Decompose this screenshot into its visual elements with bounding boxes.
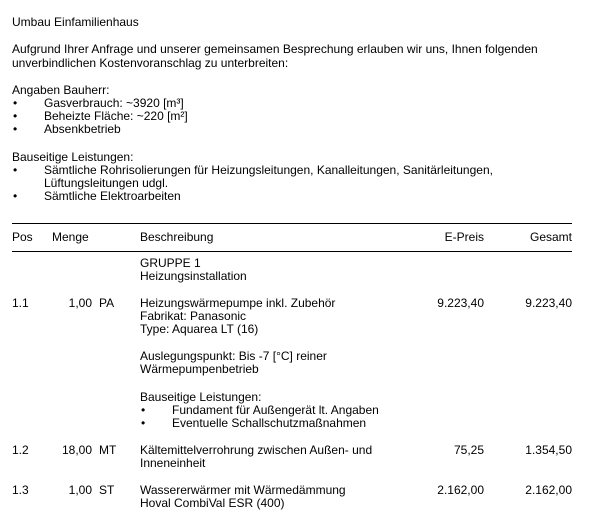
client-list xyxy=(12,97,188,136)
row-pos: 1.1 xyxy=(12,296,29,310)
row-description: Kältemittelverrohrung zwischen Außen- und xyxy=(140,443,373,457)
row-menge: 1,00 xyxy=(68,483,92,497)
owner-services-list xyxy=(12,164,493,203)
row-unit: ST xyxy=(99,483,115,497)
row-description: Hoval CombiVal ESR (400) xyxy=(140,496,285,510)
intro-text-line2: unverbindlichen Kostenvoranschlag zu unterbreiten: xyxy=(12,56,289,70)
row-description: Wassererwärmer mit Wärmedämmung xyxy=(140,483,346,497)
row-menge: 1,00 xyxy=(68,296,92,310)
intro-text-line1: Aufgrund Ihrer Anfrage und unserer gemeinsamen Besprechung erlauben wir uns, Ihnen folgenden xyxy=(12,42,538,56)
list-item: • Beheizte Fläche: ~220 [m²] xyxy=(13,109,188,123)
bullet-icon: • xyxy=(13,109,18,123)
list-item: • Eventuelle Schallschutzmaßnahmen xyxy=(141,416,367,430)
bullet-icon: • xyxy=(141,403,146,417)
row-epreis: 9.223,40 xyxy=(437,296,484,310)
row-description: Heizungswärmepumpe inkl. Zubehör xyxy=(140,296,336,310)
row-owner-list xyxy=(140,404,379,430)
row-pos: 1.2 xyxy=(12,443,29,457)
row-gesamt: 9.223,40 xyxy=(525,296,572,310)
row-menge: 18,00 xyxy=(61,443,92,457)
bullet-icon: • xyxy=(141,416,146,430)
document-title: Umbau Einfamilienhaus xyxy=(12,15,139,29)
list-item-continuation: Lüftungsleitungen udgl. xyxy=(44,176,169,190)
bullet-icon: • xyxy=(13,189,18,203)
list-item: • Sämtliche Elektroarbeiten xyxy=(13,189,181,203)
list-item: • Absenkbetrieb xyxy=(13,122,121,136)
header-gesamt: Gesamt xyxy=(529,230,572,244)
row-unit: MT xyxy=(99,443,117,457)
list-item: • Fundament für Außengerät lt. Angaben xyxy=(141,403,379,417)
row-design-note: Wärmepumpenbetrieb xyxy=(140,362,259,376)
group-title: Heizungsinstallation xyxy=(140,269,247,283)
header-menge: Menge xyxy=(52,230,89,244)
row-design-note: Auslegungspunkt: Bis -7 [°C] reiner xyxy=(140,349,327,363)
bullet-icon: • xyxy=(13,96,18,110)
bullet-icon: • xyxy=(13,122,18,136)
header-beschreibung: Beschreibung xyxy=(140,230,214,244)
client-heading: Angaben Bauherr: xyxy=(12,83,110,97)
row-gesamt: 1.354,50 xyxy=(525,443,572,457)
row-description: Fabrikat: Panasonic xyxy=(140,309,247,323)
bullet-icon: • xyxy=(13,163,18,177)
owner-services-heading: Bauseitige Leistungen: xyxy=(12,150,134,164)
row-epreis: 75,25 xyxy=(453,443,484,457)
group-number: GRUPPE 1 xyxy=(140,256,201,270)
table-header-rule xyxy=(12,251,572,252)
list-item: • Sämtliche Rohrisolierungen für Heizungsleitungen, Kanalleitungen, Sanitärleitungen, xyxy=(13,163,493,177)
header-epreis: E-Preis xyxy=(444,230,484,244)
row-gesamt: 2.162,00 xyxy=(525,483,572,497)
row-unit: PA xyxy=(99,296,115,310)
header-pos: Pos xyxy=(12,230,33,244)
row-owner-heading: Bauseitige Leistungen: xyxy=(140,390,262,404)
list-item: • Gasverbrauch: ~3920 [m³] xyxy=(13,96,184,110)
row-description: Type: Aquarea LT (16) xyxy=(140,322,259,336)
row-epreis: 2.162,00 xyxy=(437,483,484,497)
row-description: Inneneinheit xyxy=(140,456,206,470)
row-pos: 1.3 xyxy=(12,483,29,497)
table-top-rule xyxy=(12,223,572,224)
